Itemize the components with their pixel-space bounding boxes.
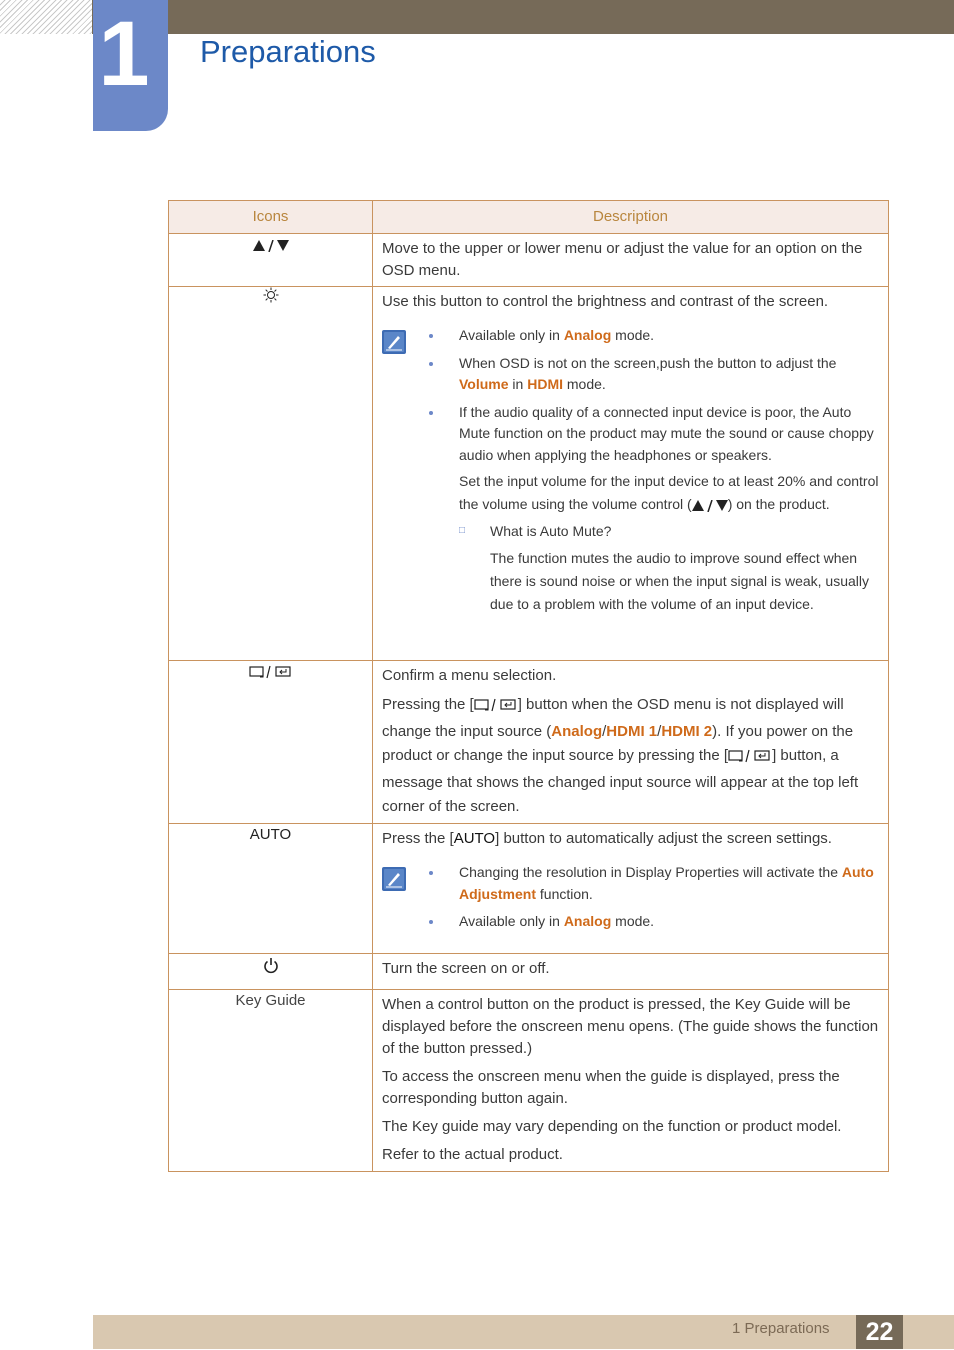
list-item: Available only in Analog mode. <box>459 911 882 933</box>
square-bullet-icon: □ <box>459 525 466 536</box>
auto-button-label: AUTO <box>249 826 292 843</box>
row-description: Press the [AUTO] button to automatically adjust the screen settings. <box>382 830 832 847</box>
table-row <box>169 990 889 1172</box>
table-row <box>169 954 889 990</box>
brightness-icon <box>263 287 279 303</box>
list-item <box>459 402 882 617</box>
row-description: Use this button to control the brightness and contrast of the screen. <box>382 293 829 310</box>
list-item: Available only in Analog mode. <box>459 325 882 347</box>
power-icon <box>263 957 279 974</box>
icon-cell <box>169 287 373 661</box>
row-description: Refer to the actual product. <box>382 1146 563 1163</box>
table-row <box>169 661 889 824</box>
row-description: The Key guide may vary depending on the function or product model. <box>382 1118 842 1135</box>
button-icons-table <box>168 200 889 1172</box>
chapter-title: Preparations <box>200 34 376 69</box>
icon-cell <box>169 824 373 954</box>
note-block <box>382 862 882 939</box>
volume-instruction: Set the input volume for the input device to at least 20% and control the volume using the volume control ( ) on the product. <box>459 473 879 512</box>
note-list <box>406 862 882 939</box>
icon-cell <box>169 954 373 990</box>
table-row <box>169 824 889 954</box>
header-bar <box>92 0 954 34</box>
note-block <box>382 325 882 622</box>
icon-cell <box>169 234 373 287</box>
icon-cell <box>169 661 373 824</box>
note-icon <box>382 867 406 891</box>
footer-section-label: 1 Preparations <box>732 1320 830 1337</box>
source-paragraph: Pressing the [ ] button when the OSD menu is not displayed will change the input source (Analog/HDMI 1/HDMI 2). If you power on the product or change the input source by pressing the [ ] button, a message that shows the changed input source will appear at the top left corner of the screen. <box>382 696 859 815</box>
header-description: Description <box>373 201 889 234</box>
sub-title: What is Auto Mute? <box>490 523 612 539</box>
row-description: When a control button on the product is pressed, the Key Guide will be displayed before the onscreen menu opens. (The guide shows the function of the button pressed.) <box>382 996 879 1057</box>
source-enter-icon <box>474 696 518 720</box>
note-icon <box>382 330 406 354</box>
sub-body: The function mutes the audio to improve sound effect when there is sound noise or when the input signal is weak, usually due to a problem with the volume of an input device. <box>490 550 869 612</box>
description-cell <box>373 234 889 287</box>
source-enter-icon <box>728 747 772 771</box>
icon-cell <box>169 990 373 1172</box>
page-number: 22 <box>856 1315 903 1349</box>
up-down-arrows-icon <box>253 240 289 252</box>
list-item: When OSD is not on the screen,push the button to adjust the Volume in HDMI mode. <box>459 353 882 396</box>
description-cell <box>373 824 889 954</box>
source-enter-icon <box>249 664 293 686</box>
note-list <box>406 325 882 622</box>
auto-mute-subitem <box>459 520 882 616</box>
key-guide-label: Key Guide <box>235 992 306 1009</box>
table-row <box>169 234 889 287</box>
auto-mute-note: If the audio quality of a connected input device is poor, the Auto Mute function on the product may mute the sound or cause choppy audio when applying the headphones or speakers. <box>459 403 874 463</box>
up-down-arrows-icon <box>692 500 728 512</box>
header-hatch <box>0 0 92 34</box>
description-cell <box>373 954 889 990</box>
description-cell <box>373 661 889 824</box>
table-header-row <box>169 201 889 234</box>
row-description: Move to the upper or lower menu or adjust the value for an option on the OSD menu. <box>382 240 863 279</box>
table-row <box>169 287 889 661</box>
description-cell <box>373 287 889 661</box>
row-description: Turn the screen on or off. <box>382 960 550 977</box>
header-icons: Icons <box>169 201 373 234</box>
row-description: Confirm a menu selection. <box>382 667 557 684</box>
chapter-number: 1 <box>98 3 150 105</box>
chapter-badge <box>93 0 168 131</box>
description-cell <box>373 990 889 1172</box>
row-description: To access the onscreen menu when the guide is displayed, press the corresponding button again. <box>382 1068 840 1107</box>
list-item: Changing the resolution in Display Properties will activate the Auto Adjustment function. <box>459 862 882 905</box>
